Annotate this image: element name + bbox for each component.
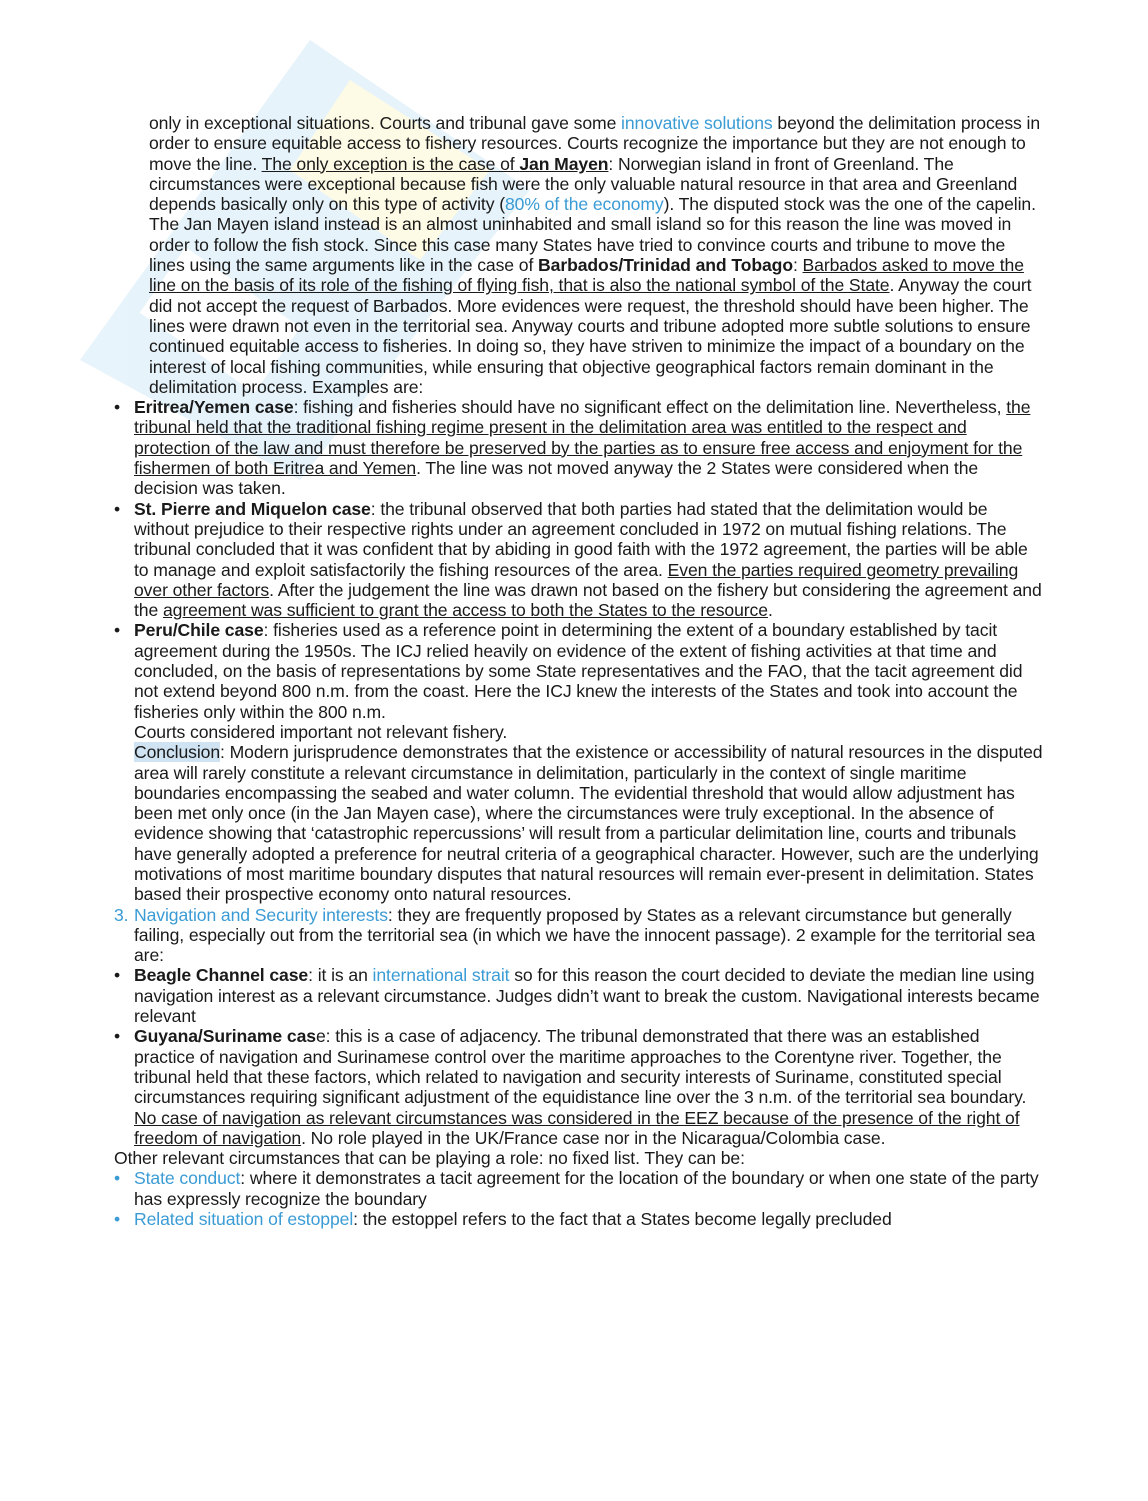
- text-span: e: this is a case of adjacency. The tribunal demonstrated that there was an established practice of navigation and Surinamese control over the maritime approaches to the Corentyne river. Together, the tribunal held that these factors, which related to navigation and security interests of Suriname, constituted special circumstances requiring significant adjustment of the equidistance line over the 3 n.m. of the territorial sea boundary.: [134, 1026, 1027, 1108]
- list-item-estoppel: [114, 1209, 1044, 1229]
- list-item-guyana-suriname: [114, 1026, 1044, 1148]
- list-item-navigation-security: [114, 905, 1044, 966]
- bold-barbados-trinidad: Barbados/Trinidad and Tobago: [538, 255, 793, 276]
- list-item-peru-chile: [114, 620, 1044, 721]
- text-span: : where it demonstrates a tacit agreement for the location of the boundary or when one state of the party has expressly recognize the boundary: [134, 1168, 1039, 1209]
- text-span: :: [792, 255, 803, 276]
- underlined-text: Even the parties required geometry prevailing over other factors: [134, 559, 1019, 600]
- section-heading-navigation: Navigation and Security interests: [134, 904, 388, 925]
- courts-considered-line: Courts considered important not relevant fishery.: [134, 721, 508, 742]
- list-item-beagle-channel: [114, 965, 1044, 1026]
- text-span: . Anyway the court did not accept the request of Barbados. More evidences were request, the threshold should have been higher. The lines were drawn not even in the territorial sea. Anyway courts and tribune adopted more subtle solutions to ensure continued equitable access to fisheries. In doing so, they have striven to minimize the impact of a boundary on the interest of local fishing communities, while ensuring that objective geographical factors remain dominant in the delimitation process. Examples are:: [149, 275, 1032, 397]
- text-span: . The line was not moved anyway the 2 States were considered when the decision was taken.: [134, 458, 979, 499]
- highlight-economy-share: 80% of the economy: [504, 194, 664, 215]
- underlined-text: No case of navigation as relevant circumstances was considered in the EEZ because of the presence of the right of freedom of navigation: [134, 1107, 1020, 1148]
- other-circumstances-line: Other relevant circumstances that can be playing a role: no fixed list. They can be:: [114, 1148, 745, 1169]
- highlight-international-strait: international strait: [372, 965, 510, 986]
- text-span: : the tribunal observed that both parties had stated that the delimitation would be without prejudice to their respective rights under an agreement concluded in 1972 on mutual fishing relations. The tribunal concluded that it was confident that by abiding in good faith with the 1972 agreement, the parties will be able to manage and exploit satisfactorily the fishing resources of the area.: [134, 498, 1028, 580]
- bold-jan-mayen: Jan Mayen: [519, 153, 609, 174]
- text-span: beyond the delimitation process in order to ensure equitable access to fishery resources. Courts recognize the importance but they are not enough to move the line.: [149, 113, 1041, 174]
- underlined-text: Barbados asked to move the line on the basis of its role of the fishing of flying fish, that is also the national symbol of the State: [149, 255, 1024, 296]
- text-span: so for this reason the court decided to deviate the median line using navigation interest as a relevant circumstance. Judges didn’t want to break the custom. Navigational interests became relevant: [134, 965, 1040, 1027]
- text-span: . After the judgement the line was drawn not based on the fishery but considering the agreement and the: [134, 579, 1042, 621]
- list-number: 3.: [114, 904, 129, 925]
- case-title: Beagle Channel case: [134, 965, 309, 986]
- bullet-mark: •: [114, 1168, 121, 1189]
- text-span: : the estoppel refers to the fact that a States become legally precluded: [353, 1209, 892, 1230]
- case-title: Peru/Chile case: [134, 620, 264, 641]
- bullet-mark: •: [114, 397, 121, 418]
- text-span: : fishing and fisheries should have no significant effect on the delimitation line. Nevertheless,: [293, 397, 1007, 418]
- list-item-eritrea-yemen: [114, 397, 1044, 498]
- highlight-innovative-solutions: innovative solutions: [621, 113, 773, 133]
- bullet-mark: •: [114, 1209, 121, 1230]
- underlined-text: agreement was sufficient to grant the access to both the States to the resource: [162, 600, 768, 621]
- bullet-mark: •: [114, 498, 121, 519]
- conclusion-paragraph: [114, 742, 1044, 904]
- case-title: St. Pierre and Miquelon case: [134, 498, 371, 519]
- bullet-mark: •: [114, 620, 121, 641]
- underlined-text: The only exception is the case of: [261, 153, 520, 174]
- conclusion-label: Conclusion: [134, 742, 221, 763]
- list-item-state-conduct: [114, 1168, 1044, 1209]
- underlined-text: the tribunal held that the traditional fishing regime present in the delimitation area was entitled to the respect and protection of the law and must therefore be preserved by the parties as to ensure free access and enjoyment for the fishermen of both Eritrea and Yemen: [134, 397, 1031, 479]
- term-state-conduct: State conduct: [134, 1168, 241, 1189]
- text-span: : it is an: [308, 965, 373, 986]
- text-span: : fisheries used as a reference point in determining the extent of a boundary established by tacit agreement during the 1950s. The ICJ relied heavily on evidence of the extent of fishing activities at that time and concluded, on the basis of representations by some State representatives and the FAO, that the tacit agreement did not extend beyond 800 n.m. from the coast. Here the ICJ knew the interests of the States and took into account the fisheries only within the 800 n.m.: [134, 620, 1023, 722]
- case-title: Guyana/Suriname cas: [134, 1026, 316, 1047]
- text-span: : Modern jurisprudence demonstrates that the existence or accessibility of natural resources in the disputed area will rarely constitute a relevant circumstance in delimitation, particularly in the context of single maritime boundaries encompassing the seabed and water column. The evidential threshold that would allow adjustment has been met only once (in the Jan Mayen case), where the circumstances were truly exceptional. In the absence of evidence showing that ‘catastrophic repercussions’ will result from a particular delimitation line, courts and tribunals have generally adopted a preference for neutral criteria of a geographical character. However, such are the underlying motivations of most maritime boundary disputes that natural resources will remain ever-present in delimitation. States based their prospective economy onto natural resources.: [134, 742, 1043, 905]
- term-estoppel: Related situation of estoppel: [134, 1209, 354, 1230]
- text-span: : they are frequently proposed by States as a relevant circumstance but generally failing, especially out from the territorial sea (in which we have the innocent passage). 2 example for the territorial sea are:: [134, 904, 1036, 966]
- bullet-mark: •: [114, 1026, 121, 1047]
- text-span: .: [767, 600, 773, 621]
- text-span: : Norwegian island in front of Greenland. The circumstances were exceptional because fish were the only valuable natural resource in that area and Greenland depends basically only on this type of activity (: [149, 153, 1018, 215]
- text-span: ). The disputed stock was the one of the capelin. The Jan Mayen island instead is an almost uninhabited and small island so for this reason the line was moved in order to follow the fish stock. Since this case many States have tried to convince courts and tribune to move the lines using the same arguments like in the case of: [149, 194, 1036, 276]
- paragraph-fisheries: [114, 113, 1044, 397]
- list-item-st-pierre-miquelon: [114, 499, 1044, 621]
- case-title: Eritrea/Yemen case: [134, 397, 294, 418]
- text-span: only in exceptional situations. Courts and tribunal gave some: [149, 113, 622, 133]
- document-body: [114, 113, 1044, 1229]
- bullet-mark: •: [114, 965, 121, 986]
- text-span: . No role played in the UK/France case nor in the Nicaragua/Colombia case.: [301, 1127, 886, 1148]
